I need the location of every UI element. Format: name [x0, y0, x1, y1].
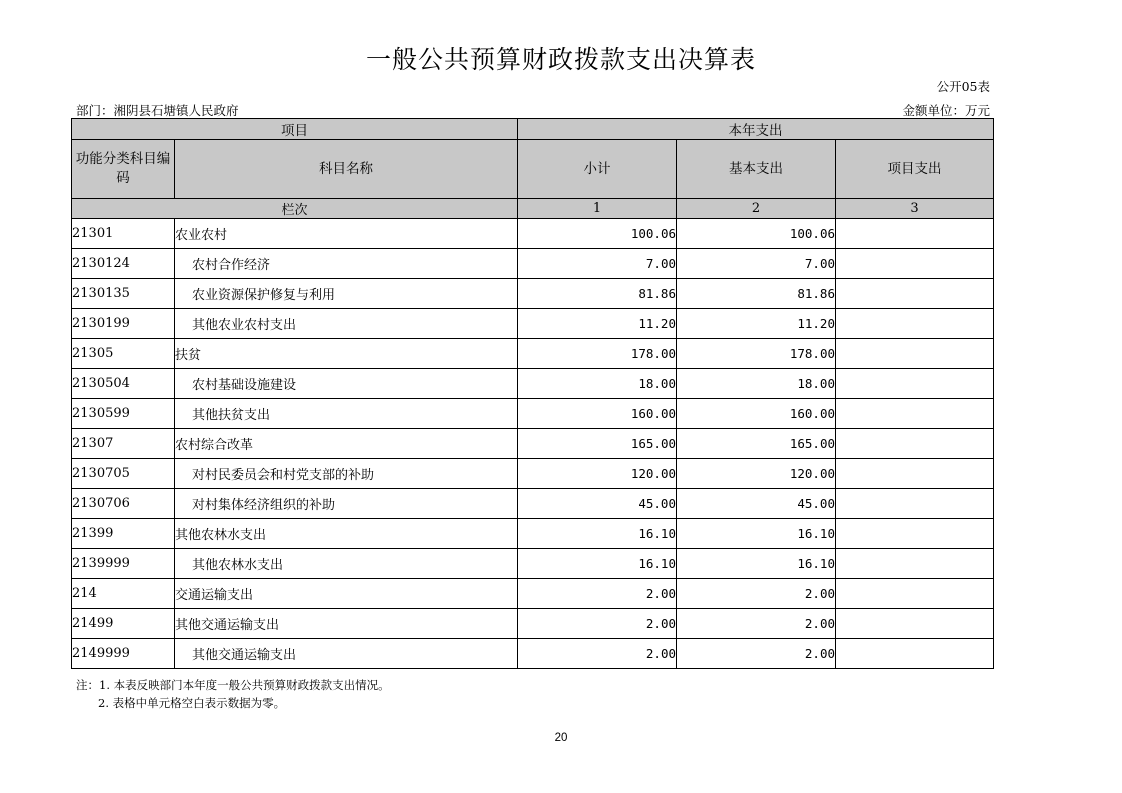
row-code: 2130706 — [72, 489, 175, 519]
table-row — [72, 399, 994, 429]
header-col-3: 3 — [836, 199, 994, 219]
header-current-year: 本年支出 — [518, 119, 994, 140]
header-subtotal: 小计 — [518, 140, 677, 199]
row-subtotal: 178.00 — [518, 339, 677, 369]
row-project — [836, 609, 994, 639]
table-row — [72, 459, 994, 489]
row-subtotal: 18.00 — [518, 369, 677, 399]
table-row — [72, 549, 994, 579]
header-col-2: 2 — [677, 199, 836, 219]
row-project — [836, 429, 994, 459]
row-subtotal: 81.86 — [518, 279, 677, 309]
table-row — [72, 249, 994, 279]
row-name: 其他农林水支出 — [175, 549, 518, 579]
row-project — [836, 519, 994, 549]
row-code: 2149999 — [72, 639, 175, 669]
row-basic: 45.00 — [677, 489, 836, 519]
row-name: 扶贫 — [175, 339, 518, 369]
row-basic: 2.00 — [677, 639, 836, 669]
row-name: 其他农林水支出 — [175, 519, 518, 549]
row-basic: 160.00 — [677, 399, 836, 429]
row-code: 21499 — [72, 609, 175, 639]
department-label: 部门：湘阴县石塘镇人民政府 — [76, 103, 239, 118]
notes — [76, 676, 390, 712]
row-name: 其他扶贫支出 — [175, 399, 518, 429]
row-subtotal: 45.00 — [518, 489, 677, 519]
row-name: 农村合作经济 — [175, 249, 518, 279]
header-row-label: 栏次 — [72, 199, 518, 219]
table-row — [72, 369, 994, 399]
row-code: 2130705 — [72, 459, 175, 489]
note-line-2: 2. 表格中单元格空白表示数据为零。 — [98, 696, 286, 710]
row-code: 214 — [72, 579, 175, 609]
note-line-1: 注：1. 本表反映部门本年度一般公共预算财政拨款支出情况。 — [76, 678, 390, 692]
table-row — [72, 609, 994, 639]
row-name: 农业农村 — [175, 219, 518, 249]
row-subtotal: 2.00 — [518, 579, 677, 609]
row-name: 交通运输支出 — [175, 579, 518, 609]
row-code: 2130124 — [72, 249, 175, 279]
row-code: 2130599 — [72, 399, 175, 429]
row-subtotal: 2.00 — [518, 639, 677, 669]
row-project — [836, 219, 994, 249]
row-subtotal: 16.10 — [518, 549, 677, 579]
page-title: 一般公共预算财政拨款支出决算表 — [365, 45, 756, 74]
row-project — [836, 279, 994, 309]
table-row — [72, 309, 994, 339]
header-item: 项目 — [72, 119, 518, 140]
row-project — [836, 549, 994, 579]
row-code: 2130504 — [72, 369, 175, 399]
row-name: 农村综合改革 — [175, 429, 518, 459]
row-name: 农业资源保护修复与利用 — [175, 279, 518, 309]
header-name: 科目名称 — [175, 140, 518, 199]
row-name: 对村集体经济组织的补助 — [175, 489, 518, 519]
row-name: 其他交通运输支出 — [175, 639, 518, 669]
row-basic: 16.10 — [677, 519, 836, 549]
row-project — [836, 579, 994, 609]
row-basic: 165.00 — [677, 429, 836, 459]
header-project: 项目支出 — [836, 140, 994, 199]
row-basic: 16.10 — [677, 549, 836, 579]
row-code: 21399 — [72, 519, 175, 549]
row-project — [836, 459, 994, 489]
row-basic: 11.20 — [677, 309, 836, 339]
row-basic: 100.06 — [677, 219, 836, 249]
row-basic: 2.00 — [677, 579, 836, 609]
table-row — [72, 429, 994, 459]
row-name: 其他交通运输支出 — [175, 609, 518, 639]
header-basic: 基本支出 — [677, 140, 836, 199]
row-project — [836, 639, 994, 669]
row-subtotal: 16.10 — [518, 519, 677, 549]
table-row — [72, 579, 994, 609]
row-subtotal: 2.00 — [518, 609, 677, 639]
row-project — [836, 489, 994, 519]
row-subtotal: 160.00 — [518, 399, 677, 429]
table-row — [72, 339, 994, 369]
row-project — [836, 309, 994, 339]
row-name: 对村民委员会和村党支部的补助 — [175, 459, 518, 489]
table-row — [72, 219, 994, 249]
row-code: 21305 — [72, 339, 175, 369]
row-name: 其他农业农村支出 — [175, 309, 518, 339]
row-basic: 178.00 — [677, 339, 836, 369]
table-row — [72, 519, 994, 549]
row-subtotal: 100.06 — [518, 219, 677, 249]
row-project — [836, 399, 994, 429]
row-subtotal: 7.00 — [518, 249, 677, 279]
row-basic: 7.00 — [677, 249, 836, 279]
amount-unit-label: 金额单位：万元 — [902, 103, 990, 118]
row-basic: 2.00 — [677, 609, 836, 639]
row-basic: 120.00 — [677, 459, 836, 489]
row-project — [836, 369, 994, 399]
header-col-1: 1 — [518, 199, 677, 219]
row-project — [836, 249, 994, 279]
row-code: 2139999 — [72, 549, 175, 579]
page-number: 20 — [554, 732, 568, 744]
row-code: 21301 — [72, 219, 175, 249]
row-code: 21307 — [72, 429, 175, 459]
row-basic: 18.00 — [677, 369, 836, 399]
row-subtotal: 165.00 — [518, 429, 677, 459]
row-project — [836, 339, 994, 369]
row-subtotal: 11.20 — [518, 309, 677, 339]
table-row — [72, 489, 994, 519]
table-row — [72, 279, 994, 309]
row-code: 2130135 — [72, 279, 175, 309]
budget-table — [71, 118, 994, 669]
header-code: 功能分类科目编码 — [72, 140, 175, 199]
row-basic: 81.86 — [677, 279, 836, 309]
row-subtotal: 120.00 — [518, 459, 677, 489]
form-number: 公开05表 — [936, 79, 990, 94]
table-row — [72, 639, 994, 669]
row-name: 农村基础设施建设 — [175, 369, 518, 399]
row-code: 2130199 — [72, 309, 175, 339]
